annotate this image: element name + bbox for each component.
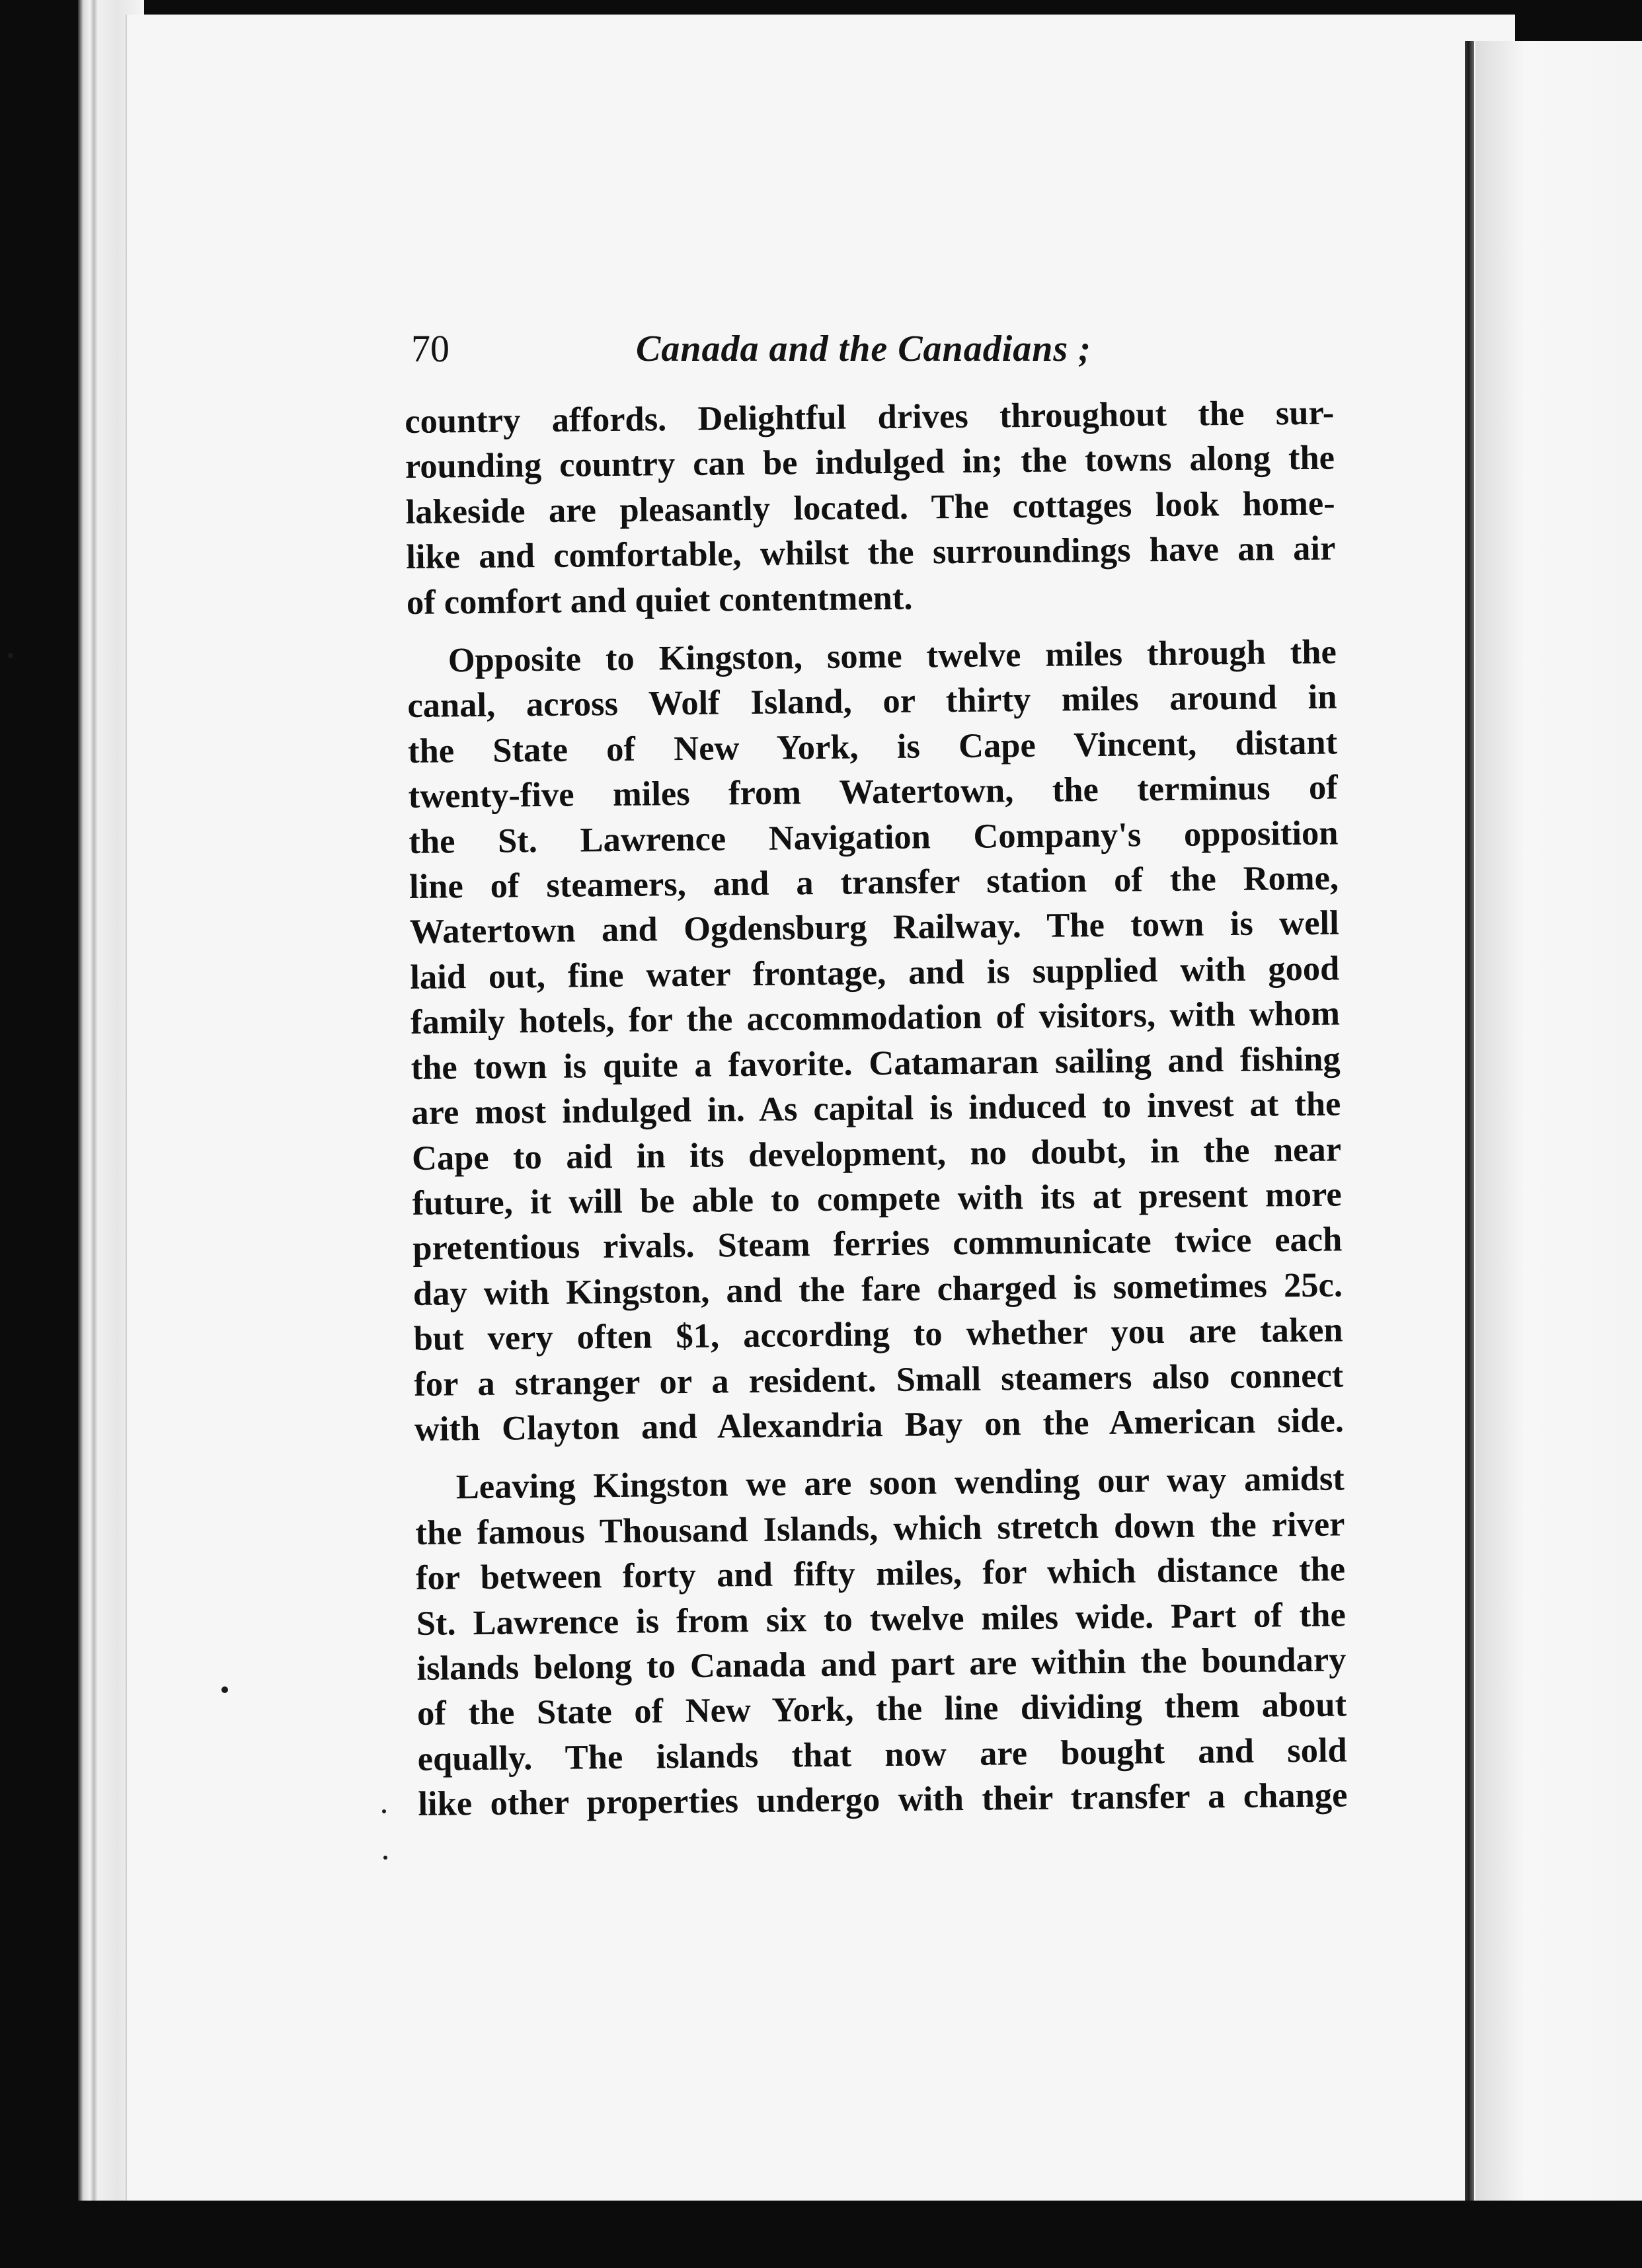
text-line: like and comfortable, whilst the surroundings have an air: [406, 529, 1336, 577]
book-gutter: [1465, 41, 1474, 2215]
text-line: rounding country can be indulged in; the towns along the: [405, 438, 1335, 486]
text-line: the St. Lawrence Navigation Company's opposition: [409, 813, 1339, 861]
text-line: are most indulged in. As capital is induced to invest at the: [411, 1084, 1341, 1133]
text-line: islands belong to Canada and part are within the boundary: [416, 1640, 1347, 1688]
text-line: canal, across Wolf Island, or thirty miles around in: [407, 677, 1337, 726]
running-head: Canada and the Canadians ;: [636, 328, 1091, 369]
text-line: Watertown and Ogdensburg Railway. The town is well: [409, 903, 1339, 952]
body-text: [405, 391, 1348, 1827]
text-line: St. Lawrence is from six to twelve miles wide. Part of the: [416, 1595, 1346, 1643]
text-line: twenty-five miles from Watertown, the terminus of: [408, 768, 1338, 816]
text-line: Opposite to Kingston, some twelve miles through the: [448, 632, 1337, 680]
dust-speck: [8, 653, 13, 658]
text-line: equally. The islands that now are bought and sold: [417, 1731, 1347, 1778]
paragraph-2: [407, 630, 1344, 1453]
text-line: day with Kingston, and the fare charged is sometimes 25c.: [412, 1266, 1343, 1313]
scan-border-bottom: [0, 2201, 1642, 2268]
text-line: future, it will be able to compete with its at present more: [412, 1175, 1342, 1223]
page-header: [411, 326, 1337, 379]
text-line: for between forty and fifty miles, for which distance the: [415, 1550, 1346, 1598]
text-line: pretentious rivals. Steam ferries communicate twice each: [412, 1220, 1343, 1268]
dust-speck: [382, 1809, 386, 1813]
paragraph-3: [414, 1456, 1347, 1827]
text-line: the State of New York, is Cape Vincent, distant: [407, 723, 1338, 771]
text-line: of the State of New York, the line dividing them about: [416, 1685, 1347, 1733]
text-line: Leaving Kingston we are soon wending our way amidst: [455, 1459, 1345, 1507]
paragraph-1: [405, 391, 1336, 626]
text-line: country affords. Delightful drives throughout the sur-: [405, 393, 1335, 441]
facing-page-edge: [1475, 41, 1642, 2222]
text-line: for a stranger or a resident. Small steamers also connect: [414, 1355, 1344, 1404]
text-line: the famous Thousand Islands, which stretch down the river: [415, 1505, 1345, 1552]
text-line: Cape to aid in its development, no doubt, in the near: [411, 1129, 1342, 1178]
text-line: the town is quite a favorite. Catamaran sailing and fishing: [411, 1040, 1341, 1087]
dust-speck: [221, 1686, 228, 1693]
text-line: laid out, fine water frontage, and is supplied with good: [410, 949, 1340, 997]
text-line: but very often $1, according to whether you are taken: [413, 1310, 1343, 1359]
text-line: with Clayton and Alexandria Bay on the American side.: [414, 1401, 1345, 1449]
text-line: line of steamers, and a transfer station of the Rome,: [409, 858, 1339, 907]
text-line: of comfort and quiet contentment.: [406, 578, 913, 622]
text-line: like other properties undergo with their transfer a change: [418, 1776, 1348, 1824]
text-line: lakeside are pleasantly located. The cottages look home-: [405, 484, 1335, 531]
text-line: family hotels, for the accommodation of visitors, with whom: [410, 994, 1341, 1042]
page-number: 70: [411, 327, 450, 370]
dust-speck: [383, 1856, 387, 1860]
